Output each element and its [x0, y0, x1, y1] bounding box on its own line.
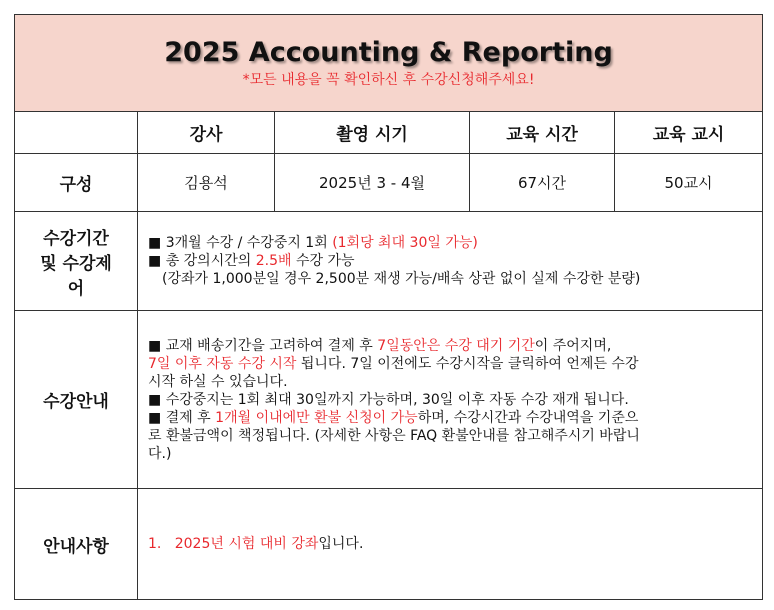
course-info-table — [14, 14, 763, 600]
course-hours-value: 67시간 — [470, 154, 615, 212]
guide-highlight: 7일동안은 수강 대기 기간 — [377, 337, 535, 354]
subtitle-notice: *모든 내용을 꼭 확인하신 후 수강신청해주세요! — [242, 72, 535, 88]
col-header-course-hours: 교육 시간 — [470, 112, 615, 154]
period-text: 3개월 수강 / 수강중지 1회 — [165, 235, 333, 251]
bullet-square-icon: ■ — [148, 253, 162, 269]
guide-text: 결제 후 — [165, 409, 216, 426]
course-sessions-value: 50교시 — [615, 154, 763, 212]
guide-text: 하며, 수강시간과 수강내역을 기준으 — [417, 409, 639, 426]
col-header-course-sessions: 교육 교시 — [615, 112, 763, 154]
col-header-instructor: 강사 — [138, 112, 275, 154]
guide-line-1 — [148, 337, 754, 355]
period-line-1 — [148, 234, 754, 252]
corner-cell — [15, 112, 138, 154]
notice-text: 입니다. — [318, 536, 364, 552]
page-title: 2025 Accounting & Reporting — [164, 37, 613, 68]
bullet-square-icon: ■ — [148, 409, 162, 426]
row-header-guide: 수강안내 — [15, 311, 138, 489]
period-label-line3: 어 — [67, 278, 85, 299]
row-header-composition: 구성 — [15, 154, 138, 212]
guide-content — [138, 311, 763, 489]
period-label-line2: 및 수강제 — [40, 253, 112, 274]
bullet-square-icon: ■ — [148, 391, 162, 408]
title-banner — [15, 15, 763, 112]
guide-line-2 — [148, 355, 754, 373]
guide-line-6: 로 환불금액이 책정됩니다. (자세한 사항은 FAQ 환불안내를 참고해주시기 바랍니 — [148, 427, 640, 444]
guide-text: 교재 배송기간을 고려하여 결제 후 — [165, 337, 378, 354]
guide-line-4 — [148, 391, 754, 409]
period-text: 수강 가능 — [291, 253, 355, 269]
period-line-3: (강좌가 1,000분일 경우 2,500분 재생 가능/배속 상관 없이 실제 수강한 분량) — [162, 271, 641, 287]
guide-text: 수강중지는 1회 최대 30일까지 가능하며, 30일 이후 자동 수강 재개 됩니다. — [165, 391, 629, 408]
guide-text: 됩니다. 7일 이전에도 수강시작을 클릭하여 언제든 수강 — [296, 355, 639, 372]
guide-line-3: 시작 하실 수 있습니다. — [148, 373, 288, 390]
guide-text: 이 주어지며, — [534, 337, 612, 354]
col-header-filming-period: 촬영 시기 — [275, 112, 470, 154]
guide-line-7: 다.) — [148, 445, 172, 462]
notice-content — [138, 489, 763, 600]
bullet-square-icon: ■ — [148, 235, 162, 251]
notice-number: 1. — [148, 536, 162, 552]
bullet-square-icon: ■ — [148, 337, 162, 354]
guide-highlight: 7일 이후 자동 수강 시작 — [148, 355, 297, 372]
period-highlight: 2.5배 — [255, 253, 292, 269]
row-header-period — [15, 212, 138, 311]
guide-line-5 — [148, 409, 754, 427]
notice-item-1 — [148, 535, 754, 553]
period-text: 총 강의시간의 — [165, 253, 256, 269]
period-content — [138, 212, 763, 311]
notice-highlight: 2025년 시험 대비 강좌 — [174, 536, 319, 552]
period-highlight: (1회당 최대 30일 가능) — [332, 235, 478, 251]
row-header-notice: 안내사항 — [15, 489, 138, 600]
guide-highlight: 1개월 이내에만 환불 신청이 가능 — [215, 409, 418, 426]
filming-period-value: 2025년 3 - 4월 — [275, 154, 470, 212]
period-label-line1: 수강기간 — [43, 228, 109, 249]
period-line-2 — [148, 252, 754, 270]
instructor-value: 김용석 — [138, 154, 275, 212]
